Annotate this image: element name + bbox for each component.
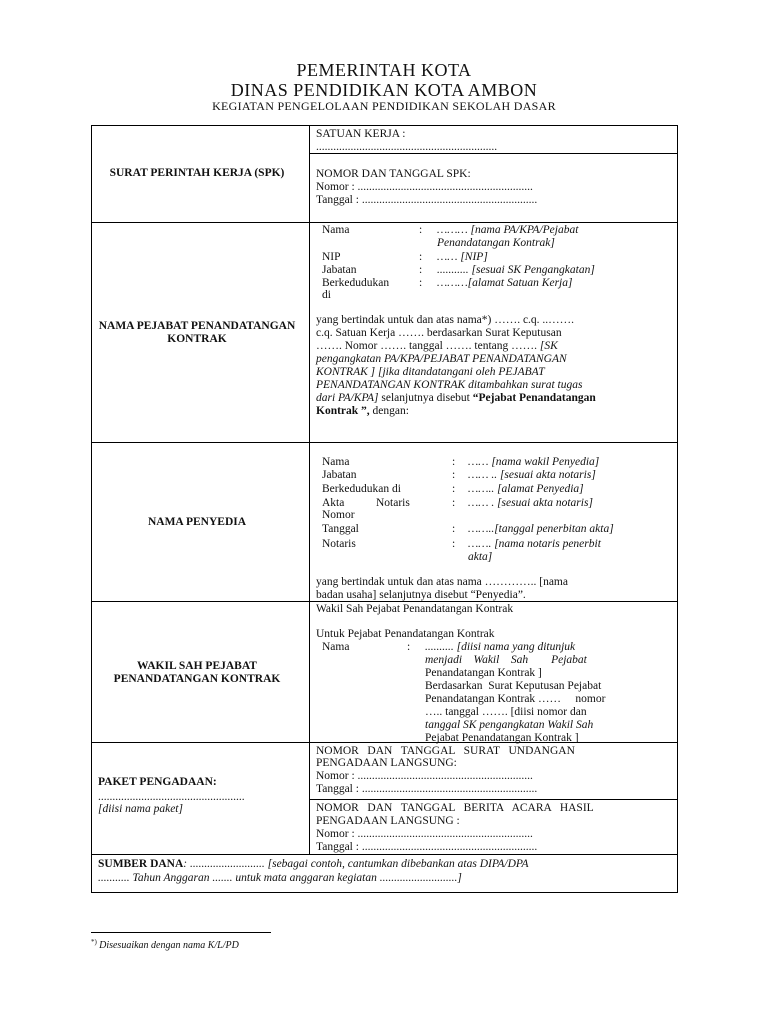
penyedia-label: NAMA PENYEDIA bbox=[147, 516, 247, 528]
undangan-tanggal-field[interactable]: Tanggal : ............................................................. bbox=[316, 783, 538, 795]
pejabat-label: NAMA PEJABAT PENANDATANGAN KONTRAK bbox=[98, 320, 296, 345]
header-line-2: DINAS PENDIDIKAN KOTA AMBON bbox=[230, 80, 538, 100]
spk-tanggal-field[interactable]: Tanggal : ............................................................. bbox=[316, 194, 538, 206]
spk-label: SURAT PERINTAH KERJA (SPK) bbox=[109, 167, 285, 179]
paket-diisi: [diisi nama paket] bbox=[98, 803, 183, 815]
satuan-kerja-label: SATUAN KERJA : bbox=[316, 128, 406, 140]
sumber-dana-line-2: ........... Tahun Anggaran ....... untuk mata anggaran kegiatan ...........................] bbox=[98, 872, 462, 884]
footnote: *) Disesuaikan dengan nama K/L/PD bbox=[91, 938, 239, 951]
ba-title-2: PENGADAAN LANGSUNG : bbox=[316, 815, 460, 827]
ba-nomor-field[interactable]: Nomor : ............................................................. bbox=[316, 828, 533, 840]
ba-title: NOMOR DAN TANGGAL BERITA ACARA HASIL bbox=[316, 802, 594, 814]
spk-nomor-field[interactable]: Nomor : ............................................................. bbox=[316, 181, 533, 193]
ba-tanggal-field[interactable]: Tanggal : ............................................................. bbox=[316, 841, 538, 853]
header-line-3: KEGIATAN PENGELOLAAN PENDIDIKAN SEKOLAH DASAR bbox=[212, 99, 556, 113]
undangan-nomor-field[interactable]: Nomor : ............................................................. bbox=[316, 770, 533, 782]
spk-nomor-tanggal-title: NOMOR DAN TANGGAL SPK: bbox=[316, 168, 471, 180]
footnote-rule bbox=[91, 932, 271, 933]
paket-label: PAKET PENGADAAN: bbox=[98, 776, 217, 788]
wakil-label: WAKIL SAH PEJABAT PENANDATANGAN KONTRAK bbox=[113, 660, 281, 685]
satuan-kerja-field[interactable]: ............................................................... bbox=[316, 141, 498, 153]
undangan-title-2: PENGADAAN LANGSUNG: bbox=[316, 757, 457, 769]
paket-name-field[interactable]: ................................................... bbox=[98, 791, 245, 803]
header-line-1: PEMERINTAH KOTA bbox=[296, 60, 472, 80]
sumber-dana-line-1: SUMBER DANA: .......................... [sebagai contoh, cantumkan dibebankan atas DIPA/DPA bbox=[98, 858, 529, 870]
undangan-title: NOMOR DAN TANGGAL SURAT UNDANGAN bbox=[316, 745, 575, 757]
